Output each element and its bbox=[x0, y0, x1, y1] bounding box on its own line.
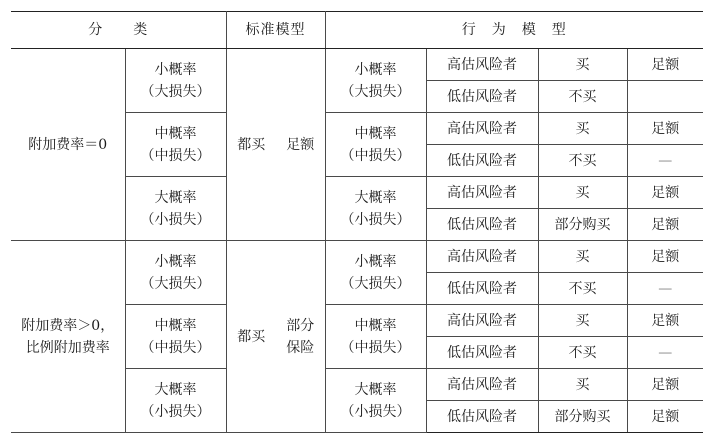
risk-type: 低估风险者 bbox=[426, 337, 538, 369]
group-label-line1: 附加费率＝0 bbox=[28, 136, 108, 153]
behavior-category bbox=[325, 305, 426, 369]
loss-label: （中损失） bbox=[140, 147, 211, 164]
standard-amount: 足额 bbox=[276, 49, 325, 241]
behavior-probability: 中概率 bbox=[354, 317, 397, 334]
purchase-action: 买 bbox=[538, 305, 627, 337]
behavior-probability: 中概率 bbox=[354, 125, 397, 142]
behavior-loss: （小损失） bbox=[340, 211, 411, 228]
coverage-amount: 足额 bbox=[627, 49, 703, 81]
behavior-loss: （中损失） bbox=[340, 147, 411, 164]
purchase-action: 买 bbox=[538, 49, 627, 81]
purchase-action: 不买 bbox=[538, 337, 627, 369]
coverage-amount: — bbox=[627, 273, 703, 305]
classification-cell bbox=[125, 241, 226, 305]
purchase-action: 部分购买 bbox=[538, 401, 627, 433]
behavior-category bbox=[325, 113, 426, 177]
behavior-loss: （小损失） bbox=[340, 403, 411, 420]
table-row bbox=[11, 241, 703, 273]
coverage-amount: 足额 bbox=[627, 401, 703, 433]
group-label bbox=[11, 49, 125, 241]
group-label-line1: 附加费率＞0， bbox=[21, 317, 115, 334]
purchase-action: 部分购买 bbox=[538, 209, 627, 241]
probability-label: 中概率 bbox=[154, 317, 197, 334]
behavior-loss: （大损失） bbox=[340, 83, 411, 100]
classification-cell bbox=[125, 305, 226, 369]
group-label-line2: 比例附加费率 bbox=[25, 339, 110, 356]
coverage-amount: 足额 bbox=[627, 369, 703, 401]
risk-type: 高估风险者 bbox=[426, 113, 538, 145]
risk-type: 低估风险者 bbox=[426, 401, 538, 433]
behavior-category bbox=[325, 177, 426, 241]
header-row bbox=[11, 12, 703, 49]
risk-type: 低估风险者 bbox=[426, 145, 538, 177]
behavior-loss: （大损失） bbox=[340, 275, 411, 292]
coverage-amount: 足额 bbox=[627, 305, 703, 337]
purchase-action: 买 bbox=[538, 177, 627, 209]
behavior-probability: 大概率 bbox=[354, 189, 397, 206]
standard-buy: 都买 bbox=[226, 241, 276, 433]
risk-type: 高估风险者 bbox=[426, 241, 538, 273]
behavior-category bbox=[325, 241, 426, 305]
classification-cell bbox=[125, 113, 226, 177]
loss-label: （大损失） bbox=[140, 83, 211, 100]
probability-label: 中概率 bbox=[154, 125, 197, 142]
risk-type: 高估风险者 bbox=[426, 369, 538, 401]
header-classification: 分 类 bbox=[11, 12, 226, 49]
risk-type: 低估风险者 bbox=[426, 81, 538, 113]
behavior-category bbox=[325, 49, 426, 113]
standard-amount: 部分保险 bbox=[276, 241, 325, 433]
behavior-probability: 小概率 bbox=[354, 61, 397, 78]
classification-cell bbox=[125, 369, 226, 433]
behavior-category bbox=[325, 369, 426, 433]
risk-type: 低估风险者 bbox=[426, 209, 538, 241]
loss-label: （小损失） bbox=[140, 403, 211, 420]
coverage-amount: — bbox=[627, 337, 703, 369]
purchase-action: 不买 bbox=[538, 273, 627, 305]
table-row bbox=[11, 49, 703, 81]
probability-label: 小概率 bbox=[154, 253, 197, 270]
loss-label: （大损失） bbox=[140, 275, 211, 292]
probability-label: 小概率 bbox=[154, 61, 197, 78]
purchase-action: 买 bbox=[538, 113, 627, 145]
probability-label: 大概率 bbox=[154, 381, 197, 398]
risk-type: 高估风险者 bbox=[426, 177, 538, 209]
behavior-loss: （中损失） bbox=[340, 339, 411, 356]
coverage-amount: 足额 bbox=[627, 177, 703, 209]
behavior-probability: 大概率 bbox=[354, 381, 397, 398]
probability-label: 大概率 bbox=[154, 189, 197, 206]
coverage-amount: 足额 bbox=[627, 113, 703, 145]
standard-buy: 都买 bbox=[226, 49, 276, 241]
coverage-amount: — bbox=[627, 145, 703, 177]
behavior-probability: 小概率 bbox=[354, 253, 397, 270]
classification-cell bbox=[125, 49, 226, 113]
purchase-action: 买 bbox=[538, 241, 627, 273]
coverage-amount: 足额 bbox=[627, 241, 703, 273]
header-behavior-model: 行 为 模 型 bbox=[325, 12, 703, 49]
classification-cell bbox=[125, 177, 226, 241]
risk-type: 高估风险者 bbox=[426, 49, 538, 81]
purchase-action: 不买 bbox=[538, 81, 627, 113]
risk-type: 高估风险者 bbox=[426, 305, 538, 337]
risk-type: 低估风险者 bbox=[426, 273, 538, 305]
header-standard-model: 标准模型 bbox=[226, 12, 325, 49]
coverage-amount bbox=[627, 81, 703, 113]
purchase-action: 不买 bbox=[538, 145, 627, 177]
group-label bbox=[11, 241, 125, 433]
loss-label: （中损失） bbox=[140, 339, 211, 356]
coverage-amount: 足额 bbox=[627, 209, 703, 241]
insurance-model-table bbox=[11, 11, 703, 433]
purchase-action: 买 bbox=[538, 369, 627, 401]
loss-label: （小损失） bbox=[140, 211, 211, 228]
